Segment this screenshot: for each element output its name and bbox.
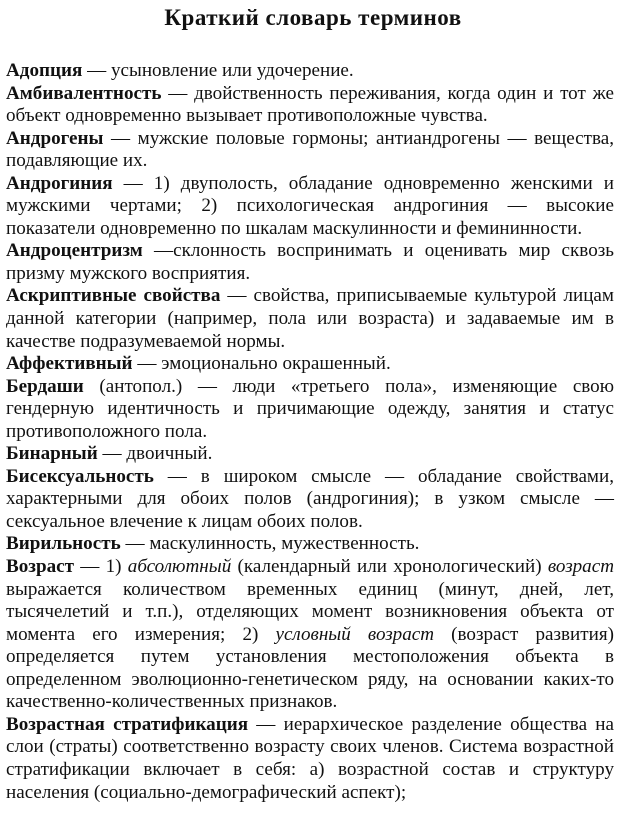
glossary-entry-androgyny (6, 173, 614, 241)
entry-definition-part: (календарный или хронологический) (231, 556, 548, 578)
glossary-entry-virility (6, 533, 614, 556)
glossary-entry-ambivalence (6, 83, 614, 128)
glossary-entry-age (6, 556, 614, 714)
entry-term: Вирильность (6, 533, 121, 555)
glossary-list (6, 60, 614, 804)
entry-definition: — иерархическое разделение общества на слои (страты) соответственно возрасту своих членов. Система возрастной стратификации включает в себя: а) возрастной состав и структуру населения (социально-демографический аспект); (6, 713, 614, 803)
entry-emphasis: условный возраст (275, 623, 435, 645)
entry-definition: — эмоционально окрашенный. (132, 353, 391, 375)
entry-definition: (антопол.) — люди «третьего пола», изменяющие свою гендерную идентичность и причимающие одежду, занятия и статус противоположного пола. (6, 375, 614, 442)
glossary-entry-binary (6, 443, 614, 466)
entry-definition: — маскулинность, мужественность. (120, 533, 420, 555)
entry-definition: —склонность воспринимать и оценивать мир сквозь призму мужского восприятия. (6, 240, 614, 284)
glossary-entry-androgens (6, 128, 614, 173)
entry-definition-part: (возраст развития) определяется путем установления местоположения объекта в определенном эволюционно-генетическом ряду, на основании каких-то качественно-количественных признаков. (6, 623, 614, 713)
entry-term: Бердаши (6, 375, 84, 397)
entry-definition: — 1) двуполость, обладание одновременно женскими и мужскими чертами; 2) психологическая андрогиния — высокие показатели одновременно по шкалам маскулинности и фемининности. (6, 172, 614, 239)
glossary-entry-affective (6, 353, 614, 376)
entry-definition-part: — 1) (73, 556, 128, 578)
entry-term: Возрастная стратификация (6, 713, 249, 735)
entry-emphasis: абсолютный (127, 556, 232, 578)
entry-term: Амбивалентность (6, 82, 162, 104)
entry-term: Бисексуальность (6, 465, 154, 487)
page-title: Краткий словарь терминов (164, 5, 462, 30)
entry-definition: — двоичный. (97, 443, 213, 465)
glossary-entry-androcentrism (6, 240, 614, 285)
entry-term: Аскриптивные свойства (6, 285, 221, 307)
entry-term: Андрогены (6, 127, 104, 149)
entry-definition: — двойственность переживания, когда один и тот же объект одновременно вызывает противоположные чувства. (6, 82, 614, 127)
entry-term: Аффективный (6, 353, 133, 375)
entry-term: Возраст (6, 556, 74, 578)
entry-emphasis: возраст (547, 556, 614, 578)
entry-definition: — мужские половые гормоны; антиандрогены — вещества, подавляющие их. (6, 127, 614, 172)
glossary-entry-age-stratification (6, 714, 614, 804)
entry-term: Бинарный (6, 443, 98, 465)
glossary-entry-adoption (6, 60, 614, 83)
entry-definition-part: выражается количеством временных единиц (минут, дней, лет, тысячелетий и т.п.), отделяющих момент возникновения объекта от момента его измерения; 2) (6, 578, 614, 645)
glossary-entry-ascriptive-properties (6, 285, 614, 353)
entry-definition: — усыновление или удочерение. (82, 60, 354, 81)
glossary-entry-berdache (6, 376, 614, 444)
entry-term: Андроцентризм (6, 240, 143, 262)
entry-term: Андрогиния (6, 172, 113, 194)
entry-definition: — свойства, приписываемые культурой лицам данной категории (например, пола или возраста) и задаваемые им в качестве подразумеваемой нормы. (6, 285, 614, 352)
glossary-entry-bisexuality (6, 466, 614, 534)
entry-definition: — в широком смысле — обладание свойствами, характерными для обоих полов (андрогиния); в узком смысле — сексуальное влечение к лицам обоих полов. (6, 465, 614, 532)
entry-term: Адопция (6, 60, 83, 81)
